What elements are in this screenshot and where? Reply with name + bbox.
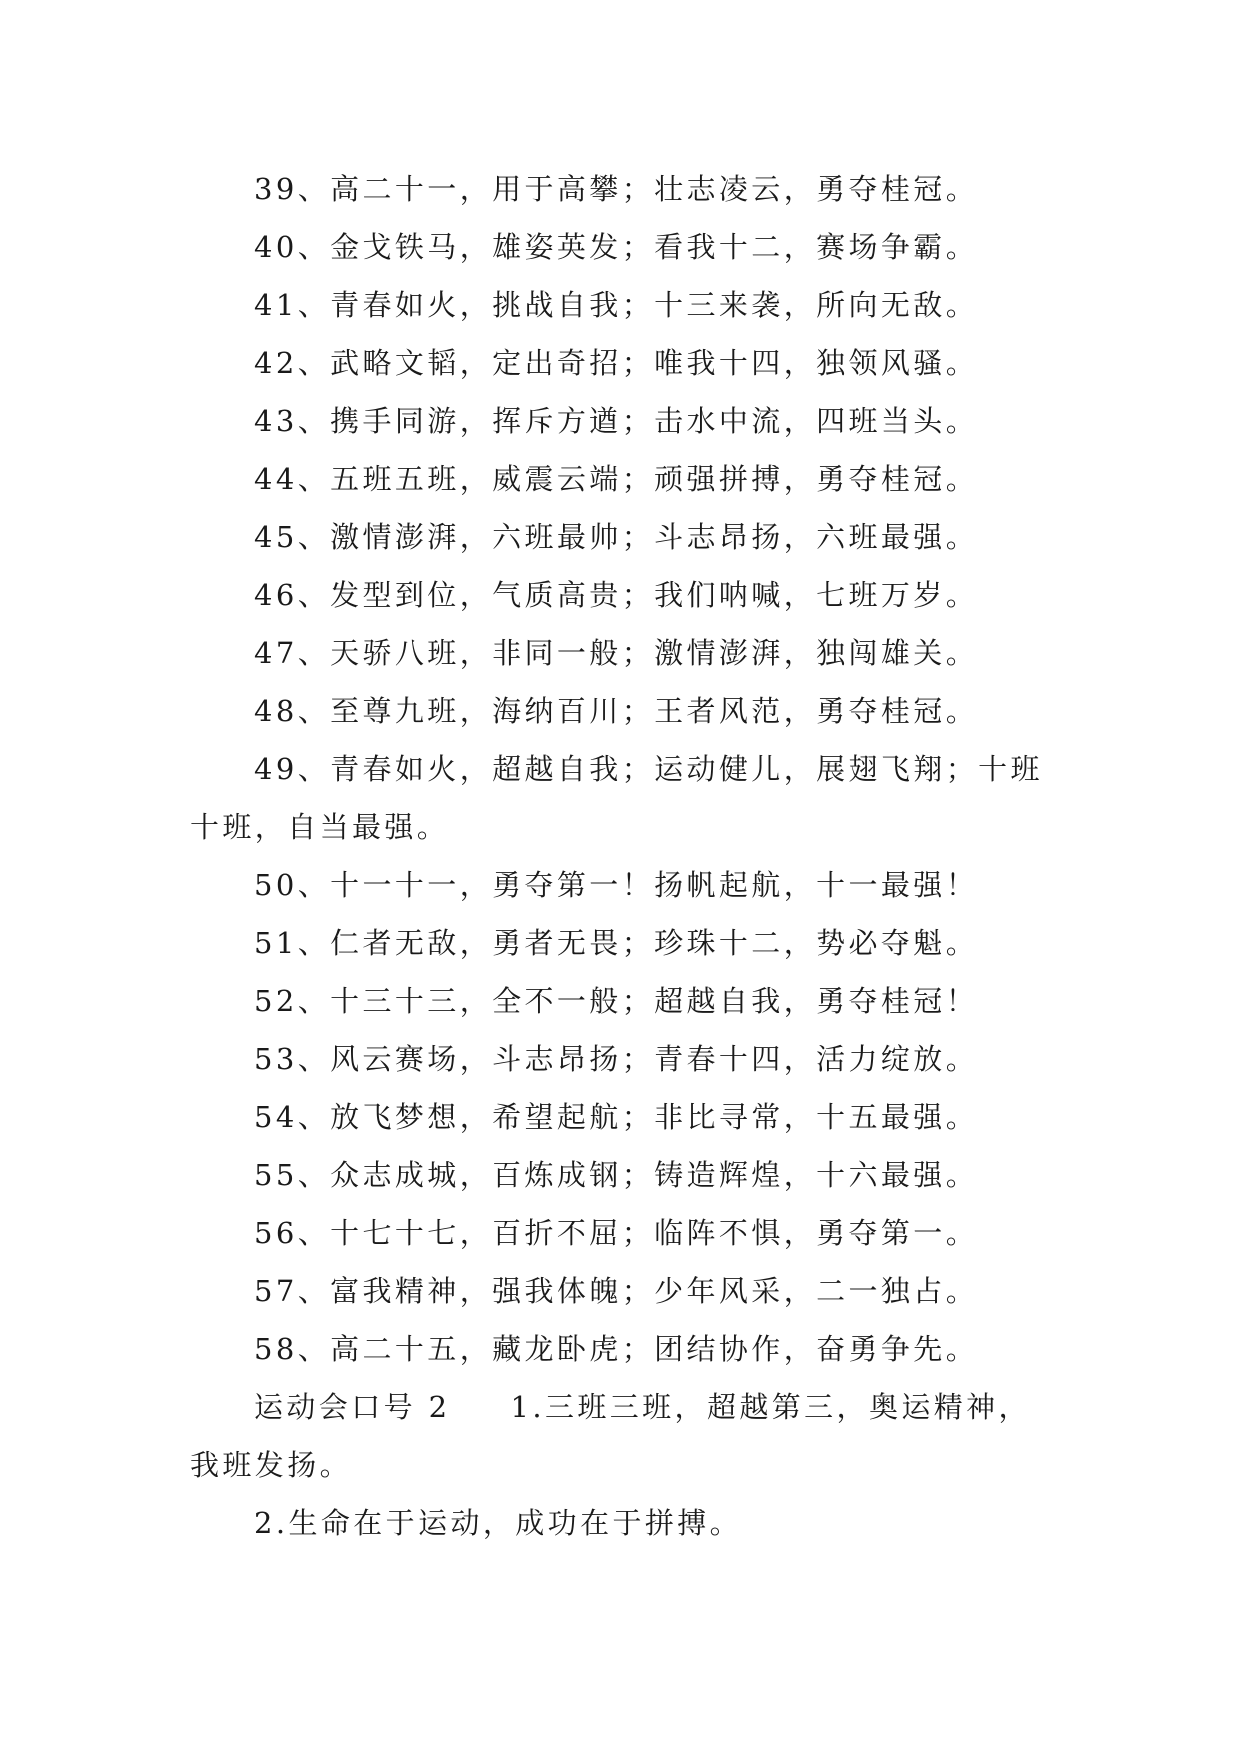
section-paragraph bbox=[190, 1378, 1062, 1494]
slogan-57: 57、富我精神，强我体魄；少年风采，二一独占。 bbox=[254, 1274, 979, 1308]
slogan-39: 39、高二十一，用于高攀；壮志凌云，勇夺桂冠。 bbox=[254, 172, 979, 206]
slogan-42: 42、武略文韬，定出奇招；唯我十四，独领风骚。 bbox=[254, 346, 979, 380]
document-body bbox=[190, 160, 1062, 1552]
slogan-49: 49、青春如火，超越自我；运动健儿，展翅飞翔；十班十班，自当最强。 bbox=[190, 752, 1043, 844]
slogan-52: 52、十三十三，全不一般；超越自我，勇夺桂冠！ bbox=[254, 984, 979, 1018]
section-heading: 运动会口号 2 bbox=[254, 1390, 451, 1424]
slogan-43: 43、携手同游，挥斥方遒；击水中流，四班当头。 bbox=[254, 404, 979, 438]
slogan-46: 46、发型到位，气质高贵；我们呐喊，七班万岁。 bbox=[254, 578, 979, 612]
slogan-54: 54、放飞梦想，希望起航；非比寻常，十五最强。 bbox=[254, 1100, 979, 1134]
slogan-56: 56、十七十七，百折不屈；临阵不惧，勇夺第一。 bbox=[254, 1216, 979, 1250]
slogan-48: 48、至尊九班，海纳百川；王者风范，勇夺桂冠。 bbox=[254, 694, 979, 728]
slogan-50: 50、十一十一，勇夺第一！扬帆起航，十一最强！ bbox=[254, 868, 979, 902]
section-item-1: 1.三班三班，超越第三，奥运精神，我班发扬。 bbox=[190, 1390, 1031, 1482]
slogan-40: 40、金戈铁马，雄姿英发；看我十二，赛场争霸。 bbox=[254, 230, 979, 264]
slogan-58: 58、高二十五，藏龙卧虎；团结协作，奋勇争先。 bbox=[254, 1332, 979, 1366]
slogan-47: 47、天骄八班，非同一般；激情澎湃，独闯雄关。 bbox=[254, 636, 979, 670]
slogan-41: 41、青春如火，挑战自我；十三来袭，所向无敌。 bbox=[254, 288, 979, 322]
slogan-55: 55、众志成城，百炼成钢；铸造辉煌，十六最强。 bbox=[254, 1158, 979, 1192]
slogan-51: 51、仁者无敌，勇者无畏；珍珠十二，势必夺魁。 bbox=[254, 926, 979, 960]
slogan-44: 44、五班五班，威震云端；顽强拼搏，勇夺桂冠。 bbox=[254, 462, 979, 496]
section-item-2: 2.生命在于运动，成功在于拼搏。 bbox=[254, 1506, 743, 1540]
slogan-53: 53、风云赛场，斗志昂扬；青春十四，活力绽放。 bbox=[254, 1042, 979, 1076]
slogan-45: 45、激情澎湃，六班最帅；斗志昂扬，六班最强。 bbox=[254, 520, 979, 554]
